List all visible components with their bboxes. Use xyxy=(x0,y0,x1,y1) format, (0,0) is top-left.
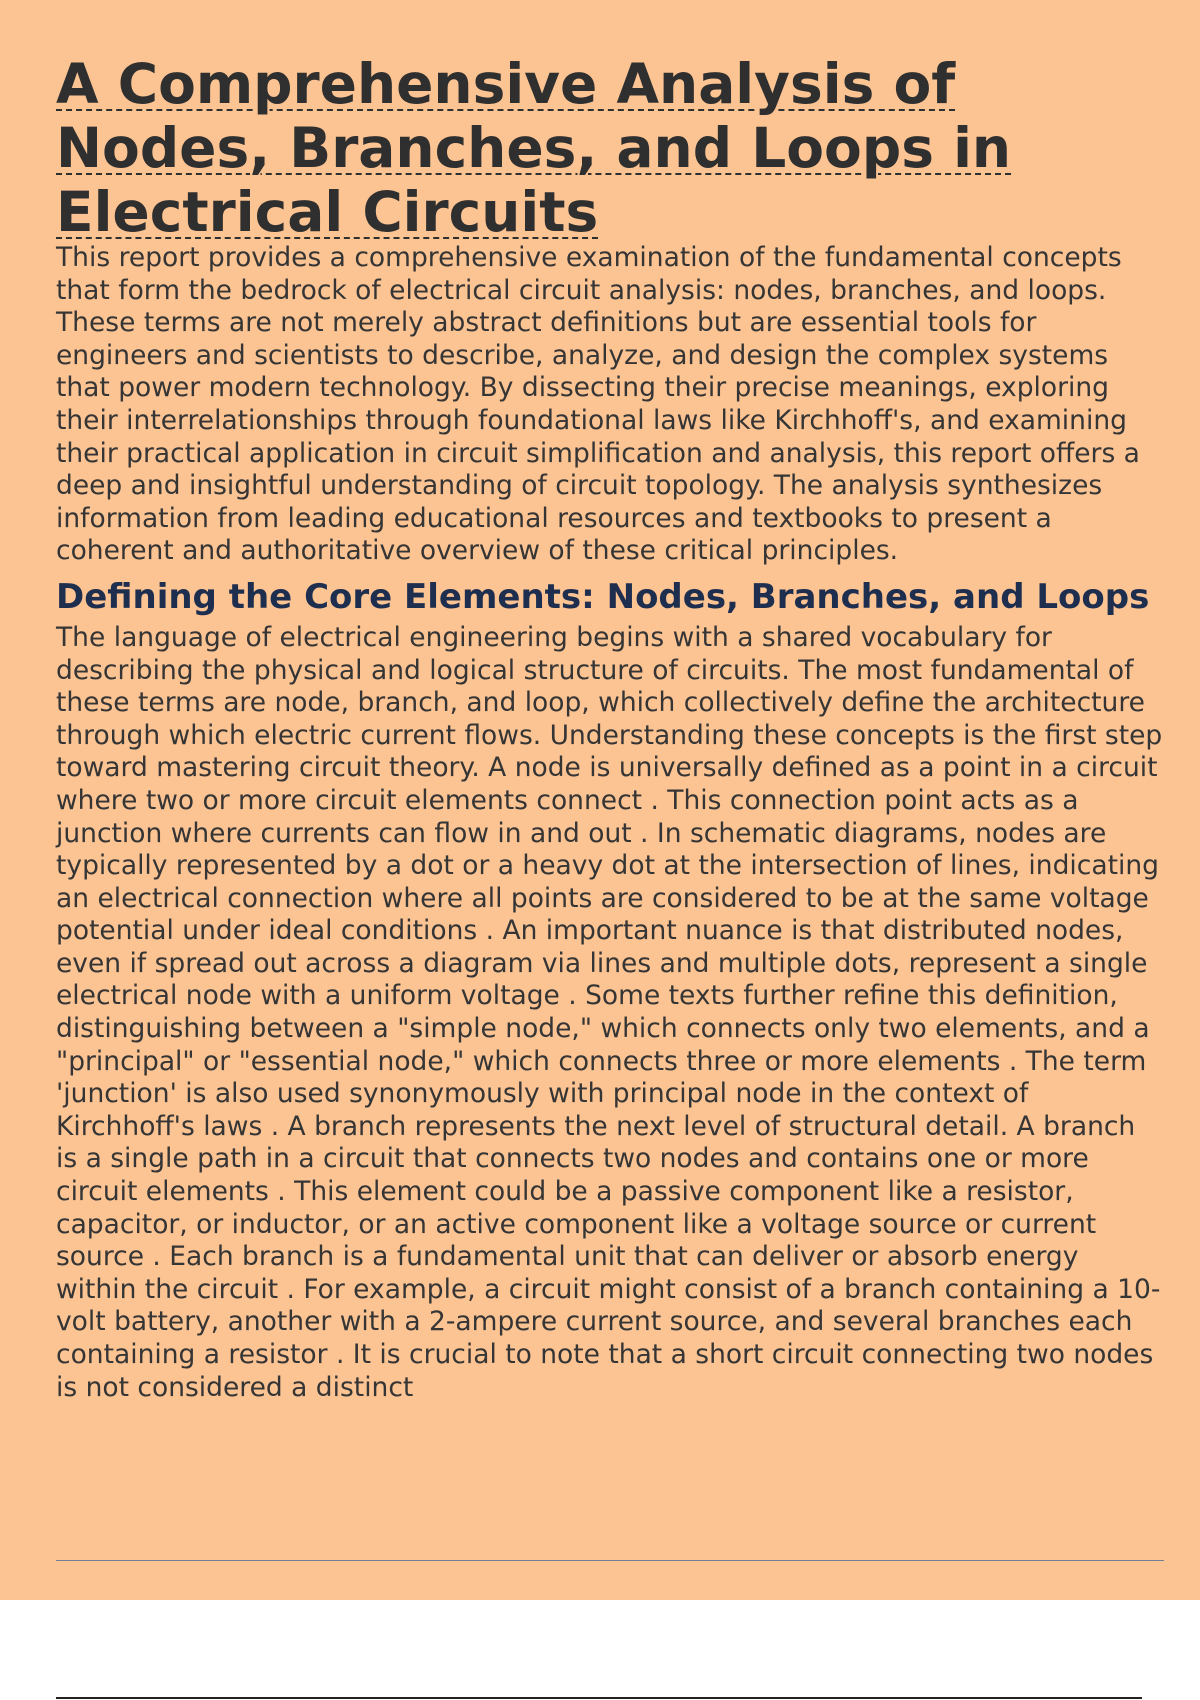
document-title: A Comprehensive Analysis of Nodes, Branches, and Loops in Electrical Circuits xyxy=(56,52,1012,244)
panel-divider xyxy=(56,1560,1164,1561)
footer-divider xyxy=(56,1697,1142,1699)
section-paragraph: The language of electrical engineering begins with a shared vocabulary for describing the physical and logical structure of circuits. The most fundamental of these terms are node, branch, and loop, which collectively define the architecture through which electric current flows. Understanding these concepts is the first step toward mastering circuit theory. A node is universally defined as a point in a circuit where two or more circuit elements connect . This connection point acts as a junction where currents can flow in and out . In schematic diagrams, nodes are typically represented by a dot or a heavy dot at the intersection of lines, indicating an electrical connection where all points are considered to be at the same voltage potential under ideal conditions . An important nuance is that distributed nodes, even if spread out across a diagram via lines and multiple dots, represent a single electrical node with a uniform voltage . Some texts further refine this definition, distinguishing between a "simple node," which connects only two elements, and a "principal" or "essential node," which connects three or more elements . The term 'junction' is also used synonymously with principal node in the context of Kirchhoff's laws . A branch represents the next level of structural detail. A branch is a single path in a circuit that connects two nodes and contains one or more circuit elements . This element could be a passive component like a resistor, capacitor, or inductor, or an active component like a voltage source or current source . Each branch is a fundamental unit that can deliver or absorb energy within the circuit . For example, a circuit might consist of a branch containing a 10-volt battery, another with a 2-ampere current source, and several branches each containing a resistor . It is crucial to note that a short circuit connecting two nodes is not considered a distinct xyxy=(56,621,1163,1403)
section-heading: Defining the Core Elements: Nodes, Branches, and Loops xyxy=(56,576,1150,617)
article-body xyxy=(56,52,1164,1404)
intro-paragraph: This report provides a comprehensive examination of the fundamental concepts that form the bedrock of electrical circuit analysis: nodes, branches, and loops. These terms are not merely abstract definitions but are essential tools for engineers and scientists to describe, analyze, and design the complex systems that power modern technology. By dissecting their precise meanings, exploring their interrelationships through foundational laws like Kirchhoff's, and examining their practical application in circuit simplification and analysis, this report offers a deep and insightful understanding of circuit topology. The analysis synthesizes information from leading educational resources and textbooks to present a coherent and authoritative overview of these critical principles. xyxy=(56,242,1140,567)
